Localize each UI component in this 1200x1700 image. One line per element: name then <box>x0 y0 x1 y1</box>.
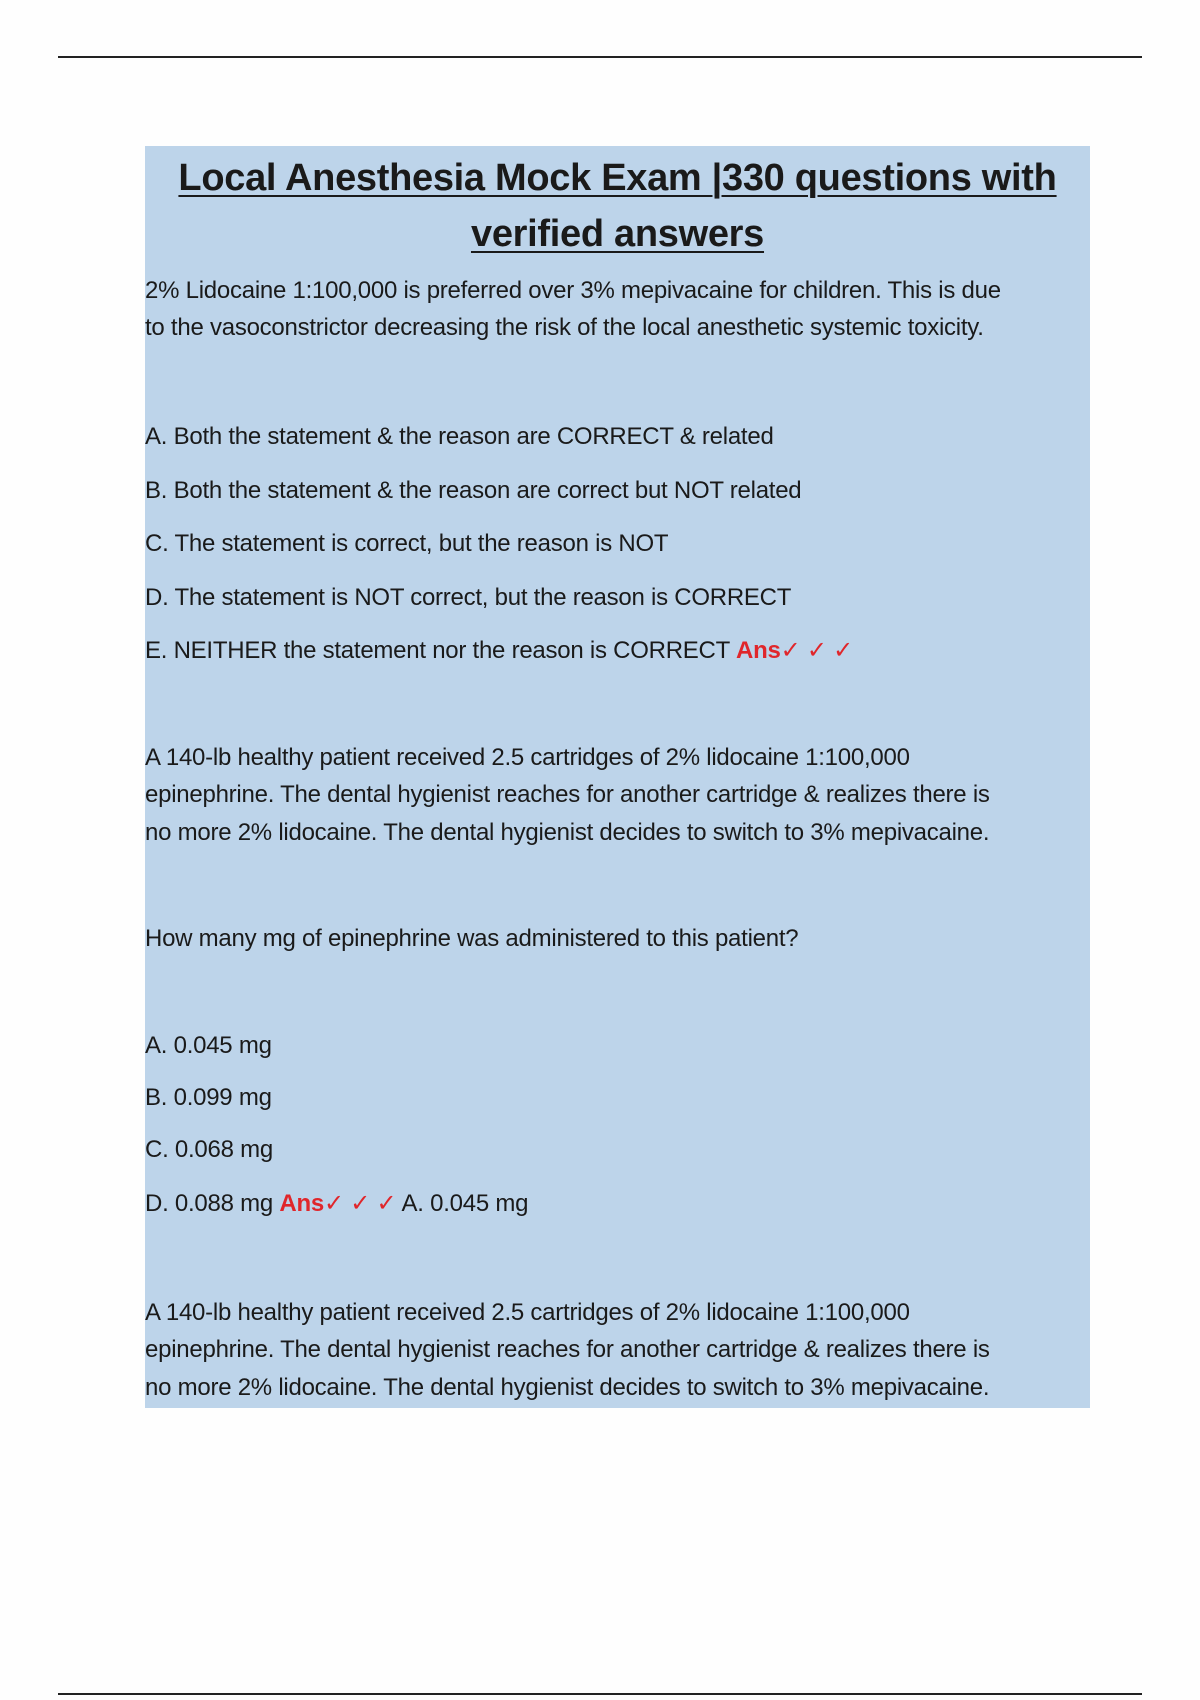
q2-answer-checkmarks-icon: ✓ ✓ ✓ <box>324 1190 397 1217</box>
q3-stem-line-2: epinephrine. The dental hygienist reaches for another cartridge & realizes there is <box>145 1336 990 1363</box>
q2-option-c: C. 0.068 mg <box>145 1136 273 1163</box>
q1-stem-line-1: 2% Lidocaine 1:100,000 is preferred over 3% mepivacaine for children. This is due <box>145 277 1001 304</box>
q3-stem-line-1: A 140-lb healthy patient received 2.5 cartridges of 2% lidocaine 1:100,000 <box>145 1299 910 1326</box>
q1-option-c: C. The statement is correct, but the reason is NOT <box>145 530 669 557</box>
q2-question: How many mg of epinephrine was administered to this patient? <box>145 925 799 952</box>
q2-option-a: A. 0.045 mg <box>145 1032 272 1059</box>
header-rule <box>58 56 1142 58</box>
q1-option-e-text: E. NEITHER the statement nor the reason is CORRECT <box>145 637 730 664</box>
q2-stem-line-3: no more 2% lidocaine. The dental hygienist decides to switch to 3% mepivacaine. <box>145 819 990 846</box>
q2-stem-line-1: A 140-lb healthy patient received 2.5 cartridges of 2% lidocaine 1:100,000 <box>145 744 910 771</box>
q1-answer-checkmarks-icon: ✓ ✓ ✓ <box>780 637 854 664</box>
q2-option-d <box>145 1189 528 1219</box>
q2-stem-line-2: epinephrine. The dental hygienist reaches for another cartridge & realizes there is <box>145 781 990 808</box>
exam-content-panel <box>145 146 1090 1408</box>
q2-answer-value: A. 0.045 mg <box>401 1190 529 1217</box>
q1-stem-line-2: to the vasoconstrictor decreasing the risk of the local anesthetic systemic toxicity. <box>145 314 984 341</box>
footer-rule <box>58 1693 1142 1695</box>
q3-stem-line-3: no more 2% lidocaine. The dental hygienist decides to switch to 3% mepivacaine. <box>145 1374 990 1401</box>
q2-answer-marker: Ans <box>279 1190 324 1217</box>
q1-option-a: A. Both the statement & the reason are CORRECT & related <box>145 423 774 450</box>
document-title: Local Anesthesia Mock Exam |330 questions with verified answers <box>178 157 1057 255</box>
q1-option-e <box>145 636 853 666</box>
q2-option-d-text: D. 0.088 mg <box>145 1190 273 1217</box>
q1-answer-marker: Ans <box>736 637 781 664</box>
q1-option-d: D. The statement is NOT correct, but the reason is CORRECT <box>145 584 792 611</box>
q1-option-b: B. Both the statement & the reason are correct but NOT related <box>145 477 802 504</box>
q2-option-b: B. 0.099 mg <box>145 1084 272 1111</box>
